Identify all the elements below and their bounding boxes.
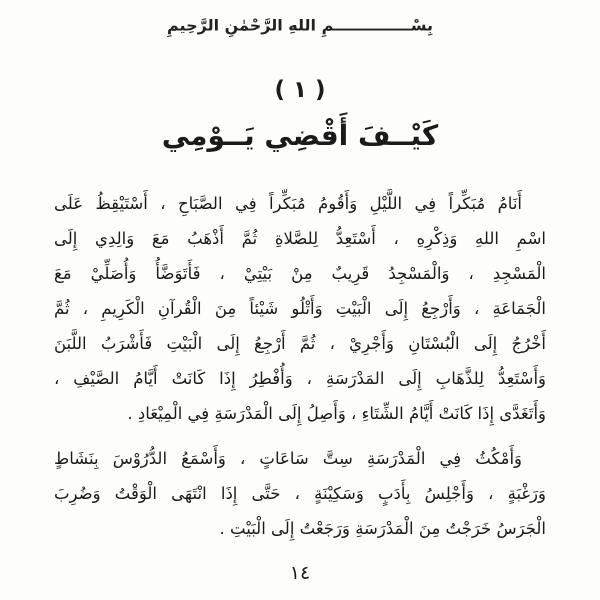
paragraph-1 xyxy=(54,186,546,431)
text-line: أَخْرُجُ إِلَى الْبُسْتَانِ وَأَجْرِيْ ، ثُمَّ أَرْجِعُ إِلَى الْبَيْتِ فَأَشْرَبُ اللَّبَنَ xyxy=(54,334,546,353)
body-text xyxy=(54,186,546,546)
text-line: وَرَغْبَةٍ ، وَأَجْلِسُ بِأَدَبٍ وَسَكِيْنَةٍ ، حَتَّى إِذَا انْتَهَى الْوَقْتُ وَضُرِبَ xyxy=(54,484,546,503)
chapter-title: كَيْــفَ أَقْضِي يَــوْمِي xyxy=(161,119,439,152)
text-line: الْجَرَسُ خَرَجْتُ مِنَ الْمَدْرَسَةِ وَرَجَعْتُ إِلَى الْبَيْتِ . xyxy=(219,519,546,538)
text-line: أَنَامُ مُبَكِّراً فِي اللَّيْلِ وَأَقُومُ مُبَكِّراً فِي الصَّبَاحِ ، أَسْتَيْقِظُ عَلَى xyxy=(54,194,522,213)
text-line: الْجَمَاعَةِ ، وَأَرْجِعُ إِلَى الْبَيْتِ وَأَتْلُو شَيْئاً مِنَ الْقُرآنِ الْكَرِيمِ ، ثُمَّ xyxy=(54,299,546,318)
paragraph-2 xyxy=(54,441,546,546)
text-line: وَأَتَغَدَّى إِذَا كَانَتْ أَيَّامُ الشِّتَاءِ ، وَأَصِلُ إِلَى الْمَدْرَسَةِ فِي الْمِيْعَادِ . xyxy=(127,404,546,423)
page-number: ١٤ xyxy=(289,562,311,584)
text-line: الْمَسْجِدِ ، وَالْمَسْجِدُ قَرِيبٌ مِنْ بَيْتِيْ ، فَأَتَوَضَّأُ وَأُصَلِّيْ مَعَ xyxy=(54,264,546,283)
basmala-calligraphy: بِسْــــــــــــــمِ اللهِ الرَّحْمٰنِ الرَّحِيمِ xyxy=(167,16,433,35)
section-number: ( ١ ) xyxy=(274,77,326,103)
text-line: اسْمِ اللهِ وَذِكْرِهِ ، أَسْتَعِدُّ لِلصَّلاةِ ثُمَّ أَذْهَبُ مَعَ وَالِدِي إِلَى xyxy=(54,229,546,248)
text-line: وَأَمْكُثُ فِي الْمَدْرَسَةِ سِتَّ سَاعَاتٍ ، وَأَسْمَعُ الدُّرُوْسَ بِنَشَاطٍ xyxy=(54,449,522,468)
text-line: وَأَسْتَعِدُّ لِلذَّهَابِ إِلَى المَدْرَسَةِ ، وَأُفْطِرُ إِذَا كَانَتْ أَيَّامُ الصَّيْفِ ، xyxy=(54,369,546,388)
